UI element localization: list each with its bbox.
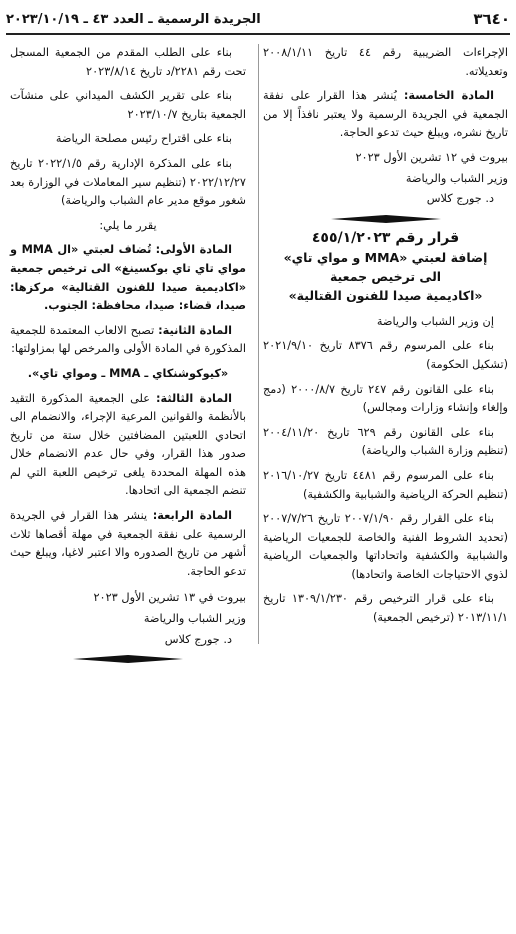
decision-title-line-2: الى ترخيص جمعية (329, 268, 442, 284)
spear-ornament-icon (73, 654, 183, 664)
article-four-text: ينشر هذا القرار في الجريدة الرسمية على نفقة الجمعية في مهلة أقصاها ثلاث أشهر من تاريخ الصدوره والا اعتبر لاغيا، ويبلغ حيث تدعو الحاجة. (10, 509, 246, 578)
recital: بناء على القانون رقم ٦٢٩ تاريخ ٢٠٠٤/١١/٢٠ (تنظيم وزارة الشباب والرياضة) (263, 425, 508, 458)
article-one-label: المادة الأولى: (155, 243, 233, 257)
decision-heading (263, 229, 508, 305)
decision-intro: إن وزير الشباب والرياضة (376, 314, 494, 328)
article-three (10, 390, 246, 502)
header-rule (6, 33, 510, 35)
running-title: الجريدة الرسمية ـ العدد ٤٣ ـ ٢٠٢٣/١٠/١٩ (6, 11, 261, 27)
article-two-label: المادة الثانية: (158, 323, 232, 337)
article-five (263, 87, 508, 143)
article-four (10, 507, 246, 581)
page-number: ٣٦٤٠ (473, 10, 510, 28)
right-column (263, 44, 508, 634)
page-header (6, 6, 510, 32)
continuation-text: الإجراءات الضريبية رقم ٤٤ تاريخ ٢٠٠٨/١/١١ وتعديلاته. (263, 46, 508, 78)
article-one (10, 241, 246, 315)
minister-name: د. جورج كلاس (164, 632, 232, 646)
recital: بناء على قرار الترخيص رقم ١٣٠٩/١/٢٣٠ تاريخ ٢٠١٣/١١/١ (ترخيص الجمعية) (263, 592, 508, 625)
minister-title: وزير الشباب والرياضة (405, 171, 508, 185)
minister-name: د. جورج كلاس (426, 192, 494, 206)
signature-block (10, 589, 246, 649)
recital: بناء على القرار رقم ٢٠٠٧/١/٩٠ تاريخ ٢٠٠٧/٧/٢٦ (تحديد الشروط الفنية والخاصة للجمعيات الرياضية والشبابية والكشفية واتحاداتها والجمعيات الرياضية لذوي الاحتياجات الخاصة واتحادها) (263, 512, 508, 581)
left-column (10, 44, 246, 669)
recital: بناء على المذكرة الإدارية رقم ٢٠٢٢/١/٥ تاريخ ٢٠٢٢/١٢/٢٧ (تنظيم سير المعاملات في الوزارة بعد شغور موقع مدير عام الشباب والرياضة) (10, 156, 246, 208)
recital: بناء على المرسوم رقم ٨٣٧٦ تاريخ ٢٠٢١/٩/١٠ (تشكيل الحكومة) (263, 339, 508, 371)
signature-date: بيروت في ١٢ تشرين الأول ٢٠٢٣ (355, 150, 508, 164)
recital: بناء على الطلب المقدم من الجمعية المسجل تحت رقم ٢٢٨١/د تاريخ ٢٠٢٣/٨/١٤ (10, 46, 246, 78)
article-two-text: تصبح الالعاب المعتمدة للجمعية المذكورة في المادة الأولى والمرخص لها بمزاولتها: (10, 323, 246, 356)
article-two (10, 322, 246, 359)
minister-title: وزير الشباب والرياضة (143, 612, 246, 626)
column-divider (258, 44, 259, 644)
decides-heading: يقرر ما يلي: (99, 218, 157, 232)
signature-date: بيروت في ١٣ تشرين الأول ٢٠٢٣ (93, 591, 246, 605)
decision-number: قرار رقم ٤٥٥/١/٢٠٢٣ (311, 229, 460, 246)
recital: بناء على المرسوم رقم ٤٤٨١ تاريخ ٢٠١٦/١٠/٢٧ (تنظيم الحركة الرياضية والشبابية والكشفية) (263, 468, 508, 501)
recital: بناء على اقتراح رئيس مصلحة الرياضة (55, 132, 232, 146)
spear-ornament-icon (331, 214, 441, 224)
article-three-text: على الجمعية المذكورة التقيد بالأنظمة والقوانين المرعية الإجراء، والانضمام الى اتحادي اللعبتين المضافتين خلال ستة من تاريخ صدور هذا القرار، وفي حال عدم الانضمام خلال هذه المهلة المحددة يلغى ترخيص اللعبة التي لم تنضم الجمعية الى اتحادها. (10, 391, 246, 498)
recital: بناء على القانون رقم ٢٤٧ تاريخ ٢٠٠٠/٨/٧ (دمج وإلغاء وإنشاء وزارات ومجالس) (263, 382, 508, 415)
article-five-label: المادة الخامسة: (403, 89, 494, 103)
article-one-text: تُضاف لعبتي «ال MMA و مواي تاي تاي بوكسينغ» الى ترخيص جمعية «اكاديمية صيدا للفنون القتالية» مركزها: صيدا، قضاء: صيدا، محافظة: الجنوب. (10, 243, 246, 313)
decision-title-line-3: «اكاديمية صيدا للفنون القتالية» (288, 287, 483, 303)
article-five-text: يُنشر هذا القرار على نفقة الجمعية في الجريدة الرسمية ولا يعتبر نافذاً إلا من تاريخ نشره، ويبلغ حيث تدعو الحاجة. (263, 89, 508, 140)
signature-block (263, 149, 508, 209)
article-four-label: المادة الرابعة: (152, 509, 232, 523)
decision-title-line-1: إضافة لعبتي «MMA و مواي تاي» (283, 249, 488, 265)
games-list: «كيوكوشنكاي ـ MMA ـ ومواي تاي». (27, 366, 229, 380)
article-three-label: المادة الثالثة: (156, 391, 232, 405)
recital: بناء على تقرير الكشف الميداني على منشآت الجمعية بتاريخ ٢٠٢٣/١٠/٧ (10, 89, 246, 121)
